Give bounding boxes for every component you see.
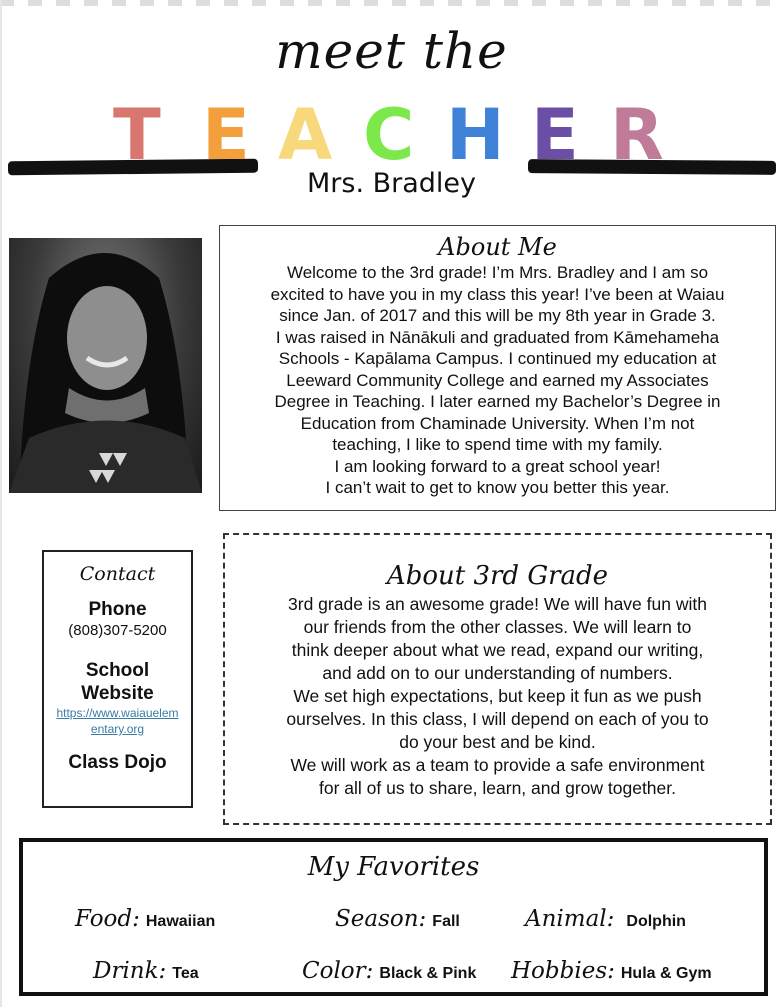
- about-me-line: I can’t wait to get to know you better this year.: [325, 478, 670, 497]
- favorite-hobbies: [511, 958, 712, 984]
- meet-the-title: meet the: [275, 22, 508, 80]
- about-me-line: Schools - Kapālama Campus. I continued my education at: [278, 349, 717, 368]
- teacher-photo: [9, 238, 202, 493]
- class-dojo-label[interactable]: Class Dojo: [68, 752, 167, 773]
- teacher-title: [113, 94, 673, 176]
- about-me-line: Welcome to the 3rd grade! I’m Mrs. Bradley and I am so: [286, 263, 709, 282]
- about-grade-line: We will work as a team to provide a safe environment: [290, 755, 705, 775]
- phone-label: Phone: [88, 599, 147, 620]
- favorite-food-label: Food:: [75, 906, 140, 932]
- favorite-color-value: Black & Pink: [379, 965, 477, 982]
- contact-box: [42, 550, 193, 808]
- favorite-food-value: Hawaiian: [145, 913, 216, 930]
- teacher-letter-h: H: [446, 94, 505, 176]
- about-grade-line: think deeper about what we read, expand our writing,: [291, 640, 704, 660]
- my-favorites-box: [19, 838, 768, 996]
- teacher-letter-c: C: [363, 94, 415, 176]
- favorite-drink: [93, 958, 199, 984]
- about-grade-line: and add on to our understanding of numbers.: [322, 663, 673, 683]
- page-top-border: [0, 0, 783, 6]
- favorite-hobbies-value: Hula & Gym: [620, 965, 712, 982]
- about-me-line: I am looking forward to a great school year!: [334, 456, 661, 476]
- school-website-link[interactable]: https://www.waiauelementary.org: [56, 706, 179, 736]
- about-me-text: [220, 262, 775, 499]
- about-me-line: Leeward Community College and earned my Associates: [286, 370, 709, 390]
- favorite-color-label: Color:: [302, 958, 374, 984]
- teacher-letter-r: R: [610, 94, 664, 176]
- teacher-letter-a: A: [278, 94, 333, 176]
- favorite-color: [302, 958, 476, 984]
- favorites-heading: My Favorites: [307, 852, 480, 882]
- about-me-heading: About Me: [438, 233, 557, 261]
- about-me-line: Education from Chaminade University. When I’m not: [300, 413, 695, 433]
- about-grade-text: [225, 593, 770, 800]
- favorite-season-label: Season:: [335, 906, 427, 932]
- favorite-food: [75, 906, 215, 932]
- about-me-line: since Jan. of 2017 and this will be my 8th year in Grade 3.: [279, 306, 716, 325]
- teacher-letter-t: T: [113, 94, 161, 176]
- teacher-portrait-image: [9, 238, 202, 493]
- about-grade-line: our friends from the other classes. We will learn to: [303, 617, 692, 637]
- about-grade-line: We set high expectations, but keep it fun as we push: [293, 686, 702, 706]
- about-3rd-grade-section: [223, 533, 772, 825]
- about-grade-line: ourselves. In this class, I will depend on each of you to: [286, 709, 709, 729]
- about-me-line: Degree in Teaching. I later earned my Bachelor’s Degree in: [274, 392, 721, 411]
- teacher-name: Mrs. Bradley: [306, 168, 477, 199]
- favorite-season-value: Fall: [432, 913, 460, 930]
- favorite-hobbies-label: Hobbies:: [511, 958, 615, 984]
- about-me-line: I was raised in Nānākuli and graduated from Kāmehameha: [275, 327, 720, 347]
- contact-heading: Contact: [79, 563, 156, 585]
- favorite-animal-value: Dolphin: [626, 913, 686, 930]
- favorite-drink-label: Drink:: [93, 958, 167, 984]
- favorite-season: [335, 906, 460, 932]
- about-me-line: teaching, I like to spend time with my family.: [332, 435, 663, 454]
- website-label-line2: Website: [81, 683, 154, 704]
- website-label-line1: School: [85, 660, 150, 681]
- about-grade-heading: About 3rd Grade: [386, 561, 609, 591]
- favorite-animal: [525, 906, 686, 932]
- about-me-section: [219, 225, 776, 511]
- teacher-letter-e: E: [202, 94, 250, 176]
- page-left-rule: [0, 0, 2, 1007]
- favorite-drink-value: Tea: [172, 965, 199, 982]
- about-me-line: excited to have you in my class this year! I’ve been at Waiau: [270, 284, 725, 304]
- favorite-animal-label: Animal:: [525, 906, 615, 932]
- about-grade-line: 3rd grade is an awesome grade! We will have fun with: [288, 594, 707, 614]
- about-grade-line: do your best and be kind.: [399, 732, 596, 752]
- about-grade-line: for all of us to share, learn, and grow together.: [318, 778, 676, 798]
- phone-number[interactable]: (808)307-5200: [68, 622, 167, 639]
- teacher-letter-e2: E: [531, 94, 579, 176]
